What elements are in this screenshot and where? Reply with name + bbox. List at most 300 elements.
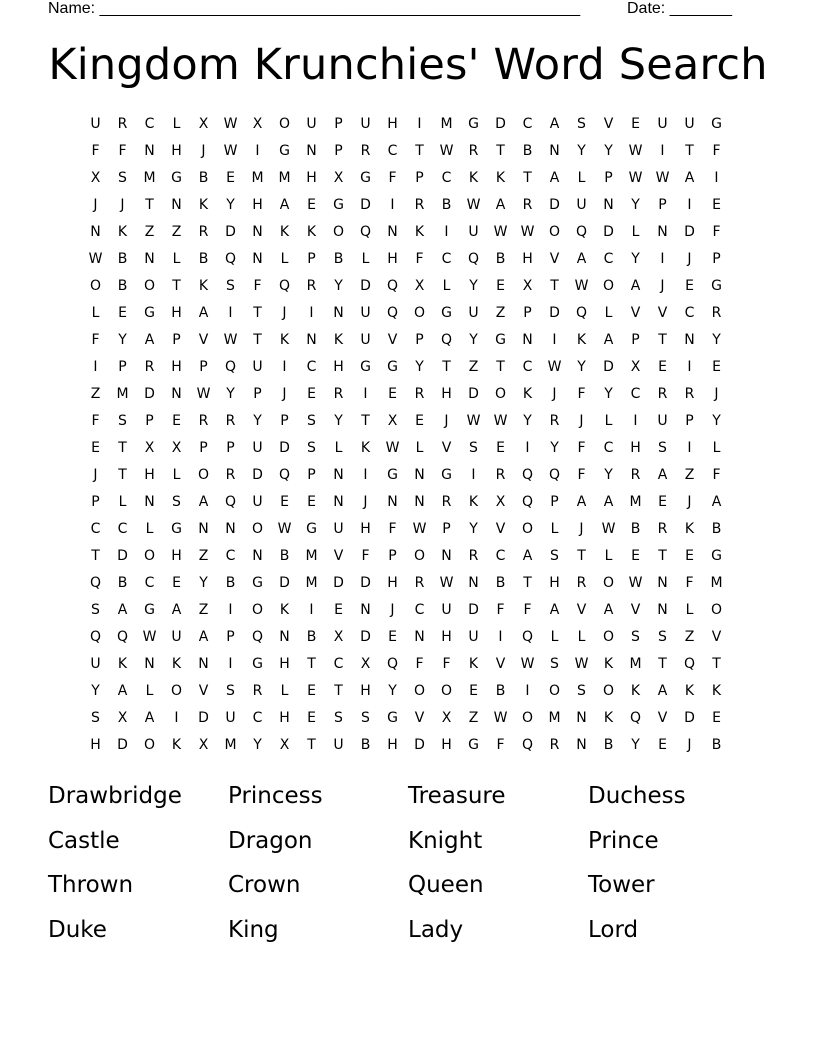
grid-letter: T	[658, 332, 667, 348]
grid-letter: E	[658, 494, 667, 510]
grid-letter: P	[550, 494, 559, 510]
grid-letter: F	[91, 143, 100, 159]
grid-letter: A	[657, 467, 668, 483]
grid-letter: U	[252, 359, 263, 375]
grid-letter: M	[629, 494, 642, 510]
grid-letter: D	[468, 386, 479, 402]
grid-letter: I	[525, 683, 530, 699]
grid-letter: W	[88, 251, 103, 267]
grid-letter: Y	[577, 359, 586, 375]
grid-row	[82, 516, 730, 543]
grid-letter: Q	[224, 251, 237, 267]
grid-letter: I	[687, 197, 692, 213]
grid-letter: G	[252, 575, 263, 591]
grid-letter: B	[117, 575, 128, 591]
grid-letter: H	[252, 197, 263, 213]
grid-letter: E	[307, 683, 316, 699]
grid-letter: O	[251, 521, 264, 537]
grid-row	[82, 597, 730, 624]
grid-letter: Y	[334, 413, 343, 429]
grid-letter: H	[360, 521, 371, 537]
grid-letter: R	[414, 575, 425, 591]
grid-letter: F	[685, 575, 694, 591]
grid-letter: N	[225, 521, 236, 537]
grid-letter: I	[228, 602, 233, 618]
grid-letter: B	[360, 737, 371, 753]
grid-letter: A	[603, 602, 614, 618]
grid-letter: L	[685, 602, 694, 618]
grid-letter: P	[685, 413, 694, 429]
grid-letter: B	[495, 575, 506, 591]
grid-letter: V	[711, 629, 722, 645]
grid-letter: P	[604, 170, 613, 186]
grid-letter: N	[684, 332, 695, 348]
grid-letter: O	[602, 683, 615, 699]
grid-letter: U	[360, 332, 371, 348]
grid-letter: W	[547, 359, 562, 375]
grid-letter: W	[574, 656, 589, 672]
grid-letter: G	[468, 737, 479, 753]
grid-letter: A	[549, 116, 560, 132]
grid-letter: Z	[90, 386, 101, 402]
grid-letter: K	[198, 197, 209, 213]
grid-letter: S	[631, 629, 640, 645]
grid-letter: K	[360, 440, 371, 456]
grid-letter: T	[658, 548, 667, 564]
grid-letter: R	[495, 467, 506, 483]
grid-letter: P	[415, 170, 424, 186]
grid-letter: Y	[712, 413, 721, 429]
grid-letter: B	[306, 629, 317, 645]
grid-letter: D	[279, 575, 290, 591]
grid-letter: B	[333, 251, 344, 267]
grid-letter: H	[549, 575, 560, 591]
grid-letter: R	[360, 143, 371, 159]
grid-letter: O	[251, 602, 264, 618]
word-list-item: Thrown	[48, 872, 134, 898]
grid-letter: Y	[253, 737, 262, 753]
grid-letter: N	[171, 197, 182, 213]
grid-letter: T	[658, 656, 667, 672]
grid-letter: Z	[495, 305, 506, 321]
grid-letter: G	[360, 170, 371, 186]
grid-letter: Z	[198, 602, 209, 618]
grid-letter: S	[307, 413, 316, 429]
grid-letter: X	[495, 494, 506, 510]
grid-letter: P	[91, 494, 100, 510]
grid-letter: Q	[440, 332, 453, 348]
grid-letter: E	[172, 575, 181, 591]
grid-letter: M	[251, 170, 264, 186]
grid-letter: G	[360, 359, 371, 375]
grid-letter: F	[118, 143, 127, 159]
grid-letter: B	[117, 278, 128, 294]
grid-letter: J	[714, 386, 719, 402]
grid-letter: L	[280, 683, 289, 699]
grid-letter: Q	[224, 494, 237, 510]
grid-letter: P	[118, 359, 127, 375]
grid-letter: P	[415, 332, 424, 348]
grid-letter: M	[710, 575, 723, 591]
grid-letter: N	[333, 305, 344, 321]
grid-letter: K	[522, 386, 533, 402]
grid-letter: E	[280, 494, 289, 510]
grid-letter: F	[496, 602, 505, 618]
grid-letter: L	[172, 116, 181, 132]
grid-letter: Y	[550, 440, 559, 456]
grid-letter: I	[228, 656, 233, 672]
grid-letter: V	[603, 116, 614, 132]
grid-letter: D	[603, 224, 614, 240]
grid-letter: O	[602, 629, 615, 645]
grid-letter: Q	[359, 224, 372, 240]
grid-letter: E	[469, 683, 478, 699]
grid-letter: Y	[118, 332, 127, 348]
grid-letter: G	[144, 305, 155, 321]
grid-letter: H	[441, 629, 452, 645]
grid-letter: X	[252, 116, 263, 132]
grid-letter: B	[630, 521, 641, 537]
grid-letter: P	[253, 386, 262, 402]
grid-letter: D	[279, 440, 290, 456]
grid-letter: Q	[629, 710, 642, 726]
grid-letter: L	[172, 251, 181, 267]
grid-letter: D	[117, 737, 128, 753]
grid-letter: D	[495, 116, 506, 132]
grid-letter: M	[548, 710, 561, 726]
grid-letter: A	[117, 602, 128, 618]
grid-letter: I	[363, 467, 368, 483]
grid-letter: A	[495, 197, 506, 213]
grid-letter: O	[332, 224, 345, 240]
grid-letter: O	[440, 683, 453, 699]
grid-letter: A	[603, 494, 614, 510]
grid-row	[82, 111, 730, 138]
grid-letter: T	[361, 413, 370, 429]
grid-letter: U	[333, 737, 344, 753]
grid-letter: P	[280, 413, 289, 429]
grid-letter: C	[522, 116, 533, 132]
grid-letter: Q	[386, 278, 399, 294]
grid-letter: I	[660, 143, 665, 159]
grid-letter: T	[523, 575, 532, 591]
grid-letter: F	[361, 548, 370, 564]
grid-letter: J	[120, 197, 125, 213]
grid-letter: A	[279, 197, 290, 213]
grid-letter: Q	[89, 629, 102, 645]
grid-letter: D	[360, 278, 371, 294]
grid-letter: T	[253, 305, 262, 321]
grid-letter: U	[252, 440, 263, 456]
grid-letter: O	[494, 386, 507, 402]
grid-letter: I	[687, 359, 692, 375]
grid-letter: E	[334, 602, 343, 618]
grid-letter: J	[687, 737, 692, 753]
grid-letter: K	[171, 656, 182, 672]
word-list-item: Castle	[48, 827, 120, 854]
grid-letter: T	[712, 656, 721, 672]
grid-letter: W	[412, 521, 427, 537]
grid-letter: O	[278, 116, 291, 132]
grid-letter: D	[333, 575, 344, 591]
grid-row	[82, 489, 730, 516]
grid-letter: V	[630, 602, 641, 618]
grid-letter: M	[143, 170, 156, 186]
grid-letter: S	[91, 710, 100, 726]
grid-letter: P	[712, 251, 721, 267]
grid-letter: O	[143, 737, 156, 753]
grid-letter: W	[196, 386, 211, 402]
grid-letter: R	[198, 224, 209, 240]
grid-letter: T	[118, 467, 127, 483]
grid-letter: K	[684, 521, 695, 537]
grid-letter: W	[628, 575, 643, 591]
grid-letter: K	[576, 332, 587, 348]
grid-letter: N	[576, 737, 587, 753]
grid-letter: K	[171, 737, 182, 753]
grid-letter: H	[630, 440, 641, 456]
grid-letter: F	[712, 224, 721, 240]
grid-letter: W	[493, 413, 508, 429]
grid-letter: O	[602, 278, 615, 294]
grid-letter: N	[387, 224, 398, 240]
grid-letter: X	[522, 278, 533, 294]
page-title: Kingdom Krunchies' Word Search	[48, 40, 768, 90]
grid-letter: L	[577, 170, 586, 186]
grid-letter: C	[90, 521, 101, 537]
grid-letter: B	[711, 737, 722, 753]
grid-letter: V	[657, 305, 668, 321]
grid-letter: C	[414, 602, 425, 618]
grid-letter: M	[440, 116, 453, 132]
grid-letter: K	[414, 224, 425, 240]
word-list-item: Princess	[228, 783, 323, 809]
grid-letter: K	[117, 656, 128, 672]
grid-letter: P	[307, 467, 316, 483]
word-list-item: Duchess	[588, 783, 686, 809]
grid-letter: H	[441, 737, 452, 753]
grid-letter: X	[630, 359, 641, 375]
grid-letter: O	[521, 521, 534, 537]
grid-letter: U	[468, 224, 479, 240]
grid-letter: F	[442, 656, 451, 672]
grid-letter: C	[495, 548, 506, 564]
grid-letter: H	[387, 737, 398, 753]
grid-letter: L	[442, 278, 451, 294]
word-list-item: Duke	[48, 916, 107, 943]
grid-letter: N	[603, 197, 614, 213]
grid-letter: A	[117, 683, 128, 699]
grid-letter: A	[198, 629, 209, 645]
grid-letter: N	[279, 629, 290, 645]
grid-letter: V	[657, 710, 668, 726]
grid-letter: R	[414, 386, 425, 402]
grid-letter: K	[684, 683, 695, 699]
grid-letter: H	[387, 575, 398, 591]
grid-letter: L	[118, 494, 127, 510]
grid-letter: U	[252, 494, 263, 510]
grid-letter: F	[577, 467, 586, 483]
grid-letter: W	[385, 440, 400, 456]
grid-letter: T	[685, 143, 694, 159]
grid-letter: E	[658, 737, 667, 753]
grid-letter: R	[414, 197, 425, 213]
grid-row	[82, 300, 730, 327]
grid-letter: P	[442, 521, 451, 537]
grid-letter: S	[307, 440, 316, 456]
grid-letter: X	[360, 656, 371, 672]
grid-letter: A	[549, 170, 560, 186]
grid-letter: Y	[712, 332, 721, 348]
grid-letter: I	[525, 440, 530, 456]
grid-letter: R	[333, 386, 344, 402]
word-list-item: Knight	[408, 827, 483, 854]
grid-letter: Q	[521, 737, 534, 753]
grid-letter: N	[306, 143, 317, 159]
grid-letter: G	[441, 467, 452, 483]
grid-letter: X	[387, 413, 398, 429]
grid-letter: D	[198, 710, 209, 726]
grid-letter: A	[630, 278, 641, 294]
grid-letter: B	[117, 251, 128, 267]
grid-letter: X	[333, 170, 344, 186]
grid-letter: X	[198, 737, 209, 753]
grid-letter: T	[523, 170, 532, 186]
grid-letter: J	[579, 413, 584, 429]
grid-letter: Y	[253, 413, 262, 429]
grid-letter: H	[171, 548, 182, 564]
grid-letter: I	[363, 386, 368, 402]
grid-letter: R	[711, 305, 722, 321]
grid-letter: U	[468, 629, 479, 645]
grid-letter: N	[657, 575, 668, 591]
grid-letter: M	[305, 575, 318, 591]
grid-letter: K	[468, 656, 479, 672]
word-list-item: Drawbridge	[48, 783, 182, 809]
grid-letter: B	[225, 575, 236, 591]
grid-letter: Q	[575, 305, 588, 321]
grid-letter: F	[253, 278, 262, 294]
grid-letter: H	[387, 251, 398, 267]
grid-letter: Y	[604, 386, 613, 402]
grid-letter: P	[199, 440, 208, 456]
grid-letter: Z	[468, 710, 479, 726]
grid-letter: R	[630, 467, 641, 483]
grid-letter: Y	[226, 386, 235, 402]
grid-letter: D	[603, 359, 614, 375]
grid-letter: C	[522, 359, 533, 375]
grid-letter: G	[306, 521, 317, 537]
grid-row	[82, 354, 730, 381]
grid-letter: R	[576, 575, 587, 591]
grid-letter: Q	[521, 467, 534, 483]
grid-letter: V	[198, 683, 209, 699]
grid-letter: T	[442, 359, 451, 375]
grid-letter: B	[198, 170, 209, 186]
grid-letter: T	[307, 737, 316, 753]
grid-letter: J	[390, 602, 395, 618]
grid-letter: O	[602, 575, 615, 591]
grid-letter: M	[629, 656, 642, 672]
grid-letter: F	[712, 143, 721, 159]
grid-letter: J	[93, 197, 98, 213]
grid-letter: Z	[144, 224, 155, 240]
grid-letter: K	[630, 683, 641, 699]
grid-letter: S	[361, 710, 370, 726]
grid-letter: Y	[577, 143, 586, 159]
grid-letter: L	[145, 521, 154, 537]
grid-letter: L	[91, 305, 100, 321]
grid-letter: C	[306, 359, 317, 375]
grid-letter: K	[306, 224, 317, 240]
grid-letter: N	[252, 251, 263, 267]
grid-letter: G	[144, 602, 155, 618]
grid-letter: L	[604, 548, 613, 564]
grid-letter: Q	[251, 629, 264, 645]
grid-letter: O	[143, 278, 156, 294]
grid-letter: H	[306, 170, 317, 186]
grid-letter: J	[363, 494, 368, 510]
word-list-item: Crown	[228, 872, 301, 898]
grid-letter: J	[282, 386, 287, 402]
grid-letter: Y	[631, 197, 640, 213]
grid-letter: W	[439, 143, 454, 159]
grid-row	[82, 570, 730, 597]
grid-row	[82, 246, 730, 273]
grid-letter: W	[439, 575, 454, 591]
grid-letter: Y	[523, 413, 532, 429]
grid-letter: O	[548, 224, 561, 240]
grid-letter: G	[387, 359, 398, 375]
grid-letter: H	[171, 143, 182, 159]
grid-letter: I	[498, 629, 503, 645]
grid-row	[82, 381, 730, 408]
grid-letter: N	[144, 251, 155, 267]
grid-letter: L	[604, 413, 613, 429]
grid-letter: Q	[386, 656, 399, 672]
grid-letter: P	[523, 305, 532, 321]
grid-letter: N	[144, 656, 155, 672]
grid-letter: N	[468, 575, 479, 591]
grid-letter: P	[658, 197, 667, 213]
grid-letter: C	[441, 170, 452, 186]
grid-letter: K	[279, 332, 290, 348]
grid-letter: G	[387, 467, 398, 483]
grid-letter: Q	[278, 278, 291, 294]
grid-letter: W	[466, 413, 481, 429]
grid-letter: E	[226, 170, 235, 186]
grid-letter: N	[171, 386, 182, 402]
grid-row	[82, 624, 730, 651]
grid-letter: E	[91, 440, 100, 456]
grid-letter: F	[577, 386, 586, 402]
grid-letter: H	[279, 710, 290, 726]
grid-letter: N	[252, 224, 263, 240]
grid-letter: A	[684, 170, 695, 186]
grid-letter: N	[441, 548, 452, 564]
grid-letter: N	[657, 224, 668, 240]
grid-letter: B	[711, 521, 722, 537]
grid-letter: Y	[604, 467, 613, 483]
grid-letter: Q	[278, 467, 291, 483]
grid-row	[82, 678, 730, 705]
grid-letter: W	[493, 224, 508, 240]
grid-letter: S	[118, 170, 127, 186]
grid-letter: U	[90, 116, 101, 132]
grid-letter: J	[93, 467, 98, 483]
grid-letter: N	[252, 548, 263, 564]
grid-letter: U	[684, 116, 695, 132]
